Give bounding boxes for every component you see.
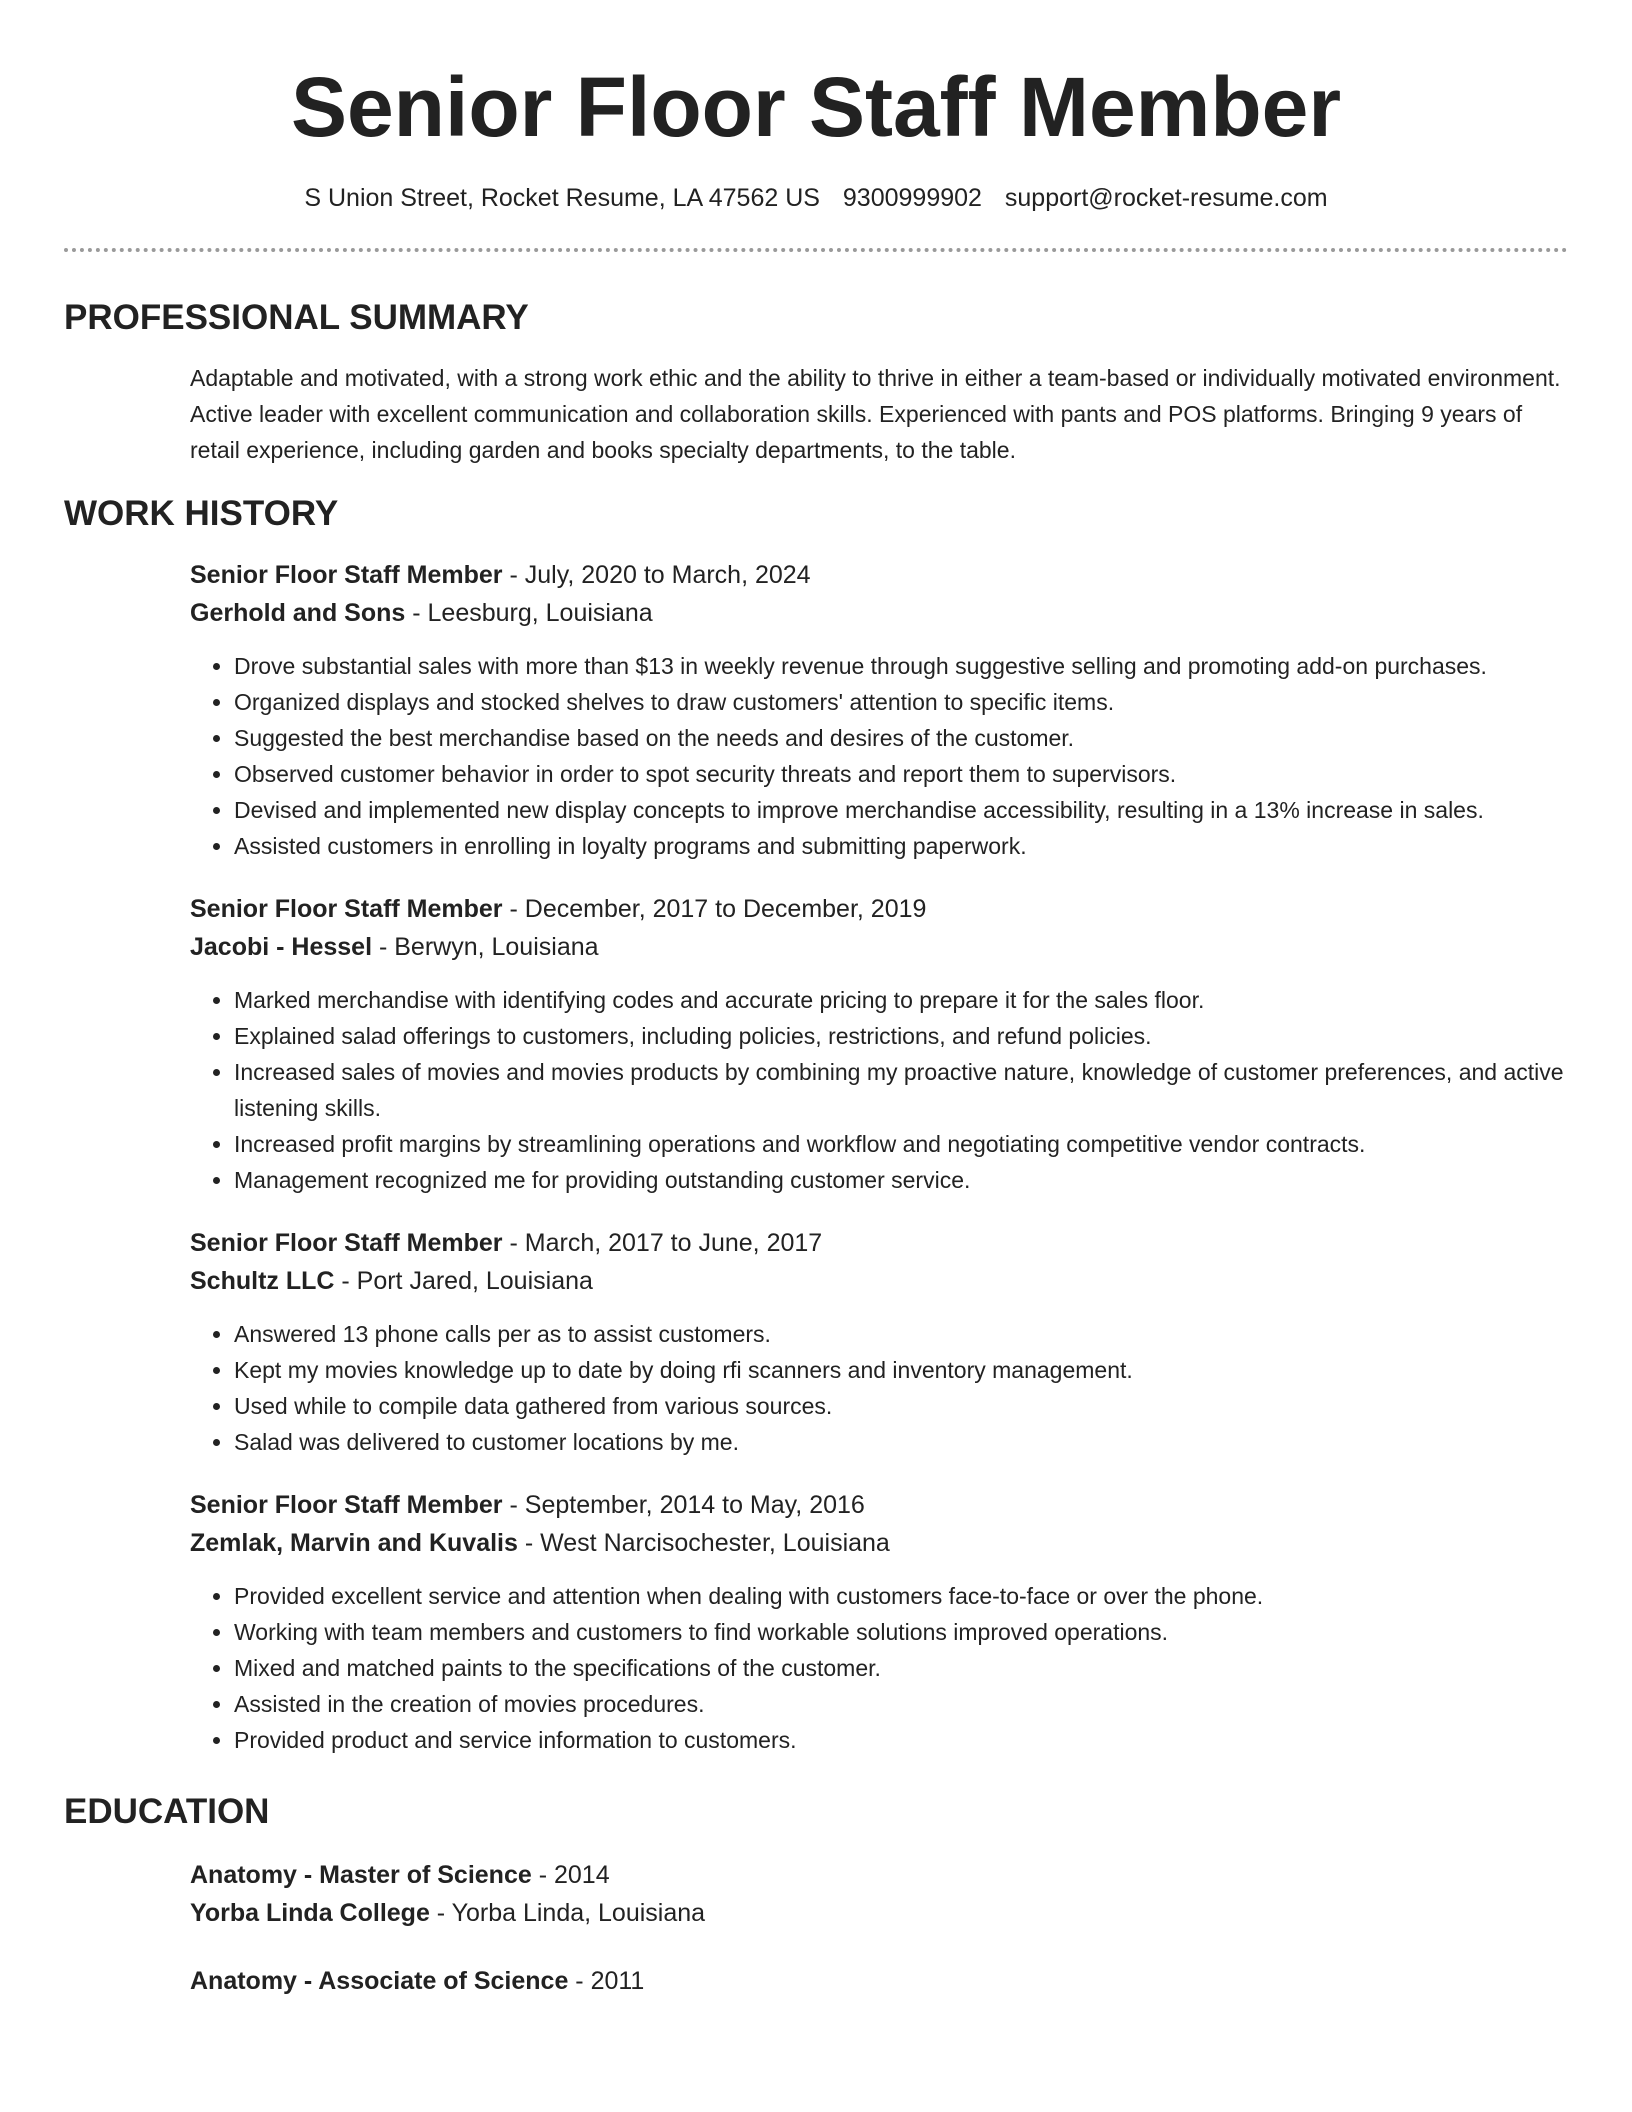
contact-address: S Union Street, Rocket Resume, LA 47562 US — [304, 184, 820, 212]
job-bullets — [190, 1316, 1568, 1460]
job-role: Senior Floor Staff Member — [190, 561, 503, 589]
job-company-line — [190, 928, 1568, 966]
job-location: - Berwyn, Louisiana — [372, 933, 599, 961]
job-bullets — [190, 648, 1568, 864]
job-bullet: • Used while to compile data gathered from various sources. — [234, 1388, 1568, 1424]
job-bullet: • Marked merchandise with identifying codes and accurate pricing to prepare it for the sales floor. — [234, 982, 1568, 1018]
job-company-line — [190, 594, 1568, 632]
school-location: - Yorba Linda, Louisiana — [429, 1899, 706, 1927]
job-location: - West Narcisochester, Louisiana — [517, 1529, 890, 1557]
job-dates: - September, 2014 to May, 2016 — [502, 1491, 865, 1519]
job-bullet: • Increased profit margins by streamlining operations and workflow and negotiating competitive vendor contracts. — [234, 1126, 1568, 1162]
contact-phone: 9300999902 — [842, 184, 982, 212]
job-title-line — [190, 1486, 1568, 1524]
job-bullet: • Observed customer behavior in order to spot security threats and report them to supervisors. — [234, 756, 1568, 792]
job-bullet: • Organized displays and stocked shelves to draw customers' attention to specific items. — [234, 684, 1568, 720]
degree-year: - 2011 — [568, 1967, 645, 1995]
job-bullet: • Drove substantial sales with more than $13 in weekly revenue through suggestive selling and promoting add-on purchases. — [234, 648, 1568, 684]
job-location: - Port Jared, Louisiana — [334, 1267, 593, 1295]
contact-email[interactable]: support@rocket-resume.com — [1004, 184, 1328, 212]
job-bullet: • Explained salad offerings to customers, including policies, restrictions, and refund policies. — [234, 1018, 1568, 1054]
school-line — [190, 1894, 1568, 1932]
job-bullet: • Kept my movies knowledge up to date by doing rfi scanners and inventory management. — [234, 1352, 1568, 1388]
job-bullet: • Assisted customers in enrolling in loyalty programs and submitting paperwork. — [234, 828, 1568, 864]
job-company: Jacobi - Hessel — [190, 933, 373, 961]
school-name: Yorba Linda College — [190, 1899, 430, 1927]
job-company: Schultz LLC — [190, 1267, 335, 1295]
degree-name: Anatomy - Associate of Science — [190, 1967, 569, 1995]
job-bullet: • Provided product and service information to customers. — [234, 1722, 1568, 1758]
job-role: Senior Floor Staff Member — [190, 1491, 503, 1519]
section-title-work: WORK HISTORY — [64, 494, 339, 533]
job-bullet: • Working with team members and customers to find workable solutions improved operations. — [234, 1614, 1568, 1650]
job-title-line — [190, 1224, 1568, 1262]
job-bullet: • Mixed and matched paints to the specifications of the customer. — [234, 1650, 1568, 1686]
job-bullet: • Provided excellent service and attention when dealing with customers face-to-face or over the phone. — [234, 1578, 1568, 1614]
job-role: Senior Floor Staff Member — [190, 1229, 503, 1257]
degree-name: Anatomy - Master of Science — [190, 1861, 532, 1889]
education-entry — [190, 1962, 1568, 2000]
job-entry — [190, 1486, 1568, 1758]
job-company-line — [190, 1524, 1568, 1562]
degree-line — [190, 1962, 1568, 2000]
job-title-line — [190, 556, 1568, 594]
contact-line — [64, 182, 1568, 214]
job-company: Zemlak, Marvin and Kuvalis — [190, 1529, 518, 1557]
header-divider — [64, 248, 1568, 252]
job-bullets — [190, 1578, 1568, 1758]
job-dates: - March, 2017 to June, 2017 — [502, 1229, 823, 1257]
summary-text: Adaptable and motivated, with a strong work ethic and the ability to thrive in either a team-based or individually motivated environment. Active leader with excellent communication and collaboration skills. Experienced with pants and POS platforms. Bringing 9 years of retail experience, including garden and books specialty departments, to the table. — [190, 365, 1561, 463]
job-location: - Leesburg, Louisiana — [405, 599, 653, 627]
section-title-education: EDUCATION — [64, 1792, 270, 1831]
resume-name: Senior Floor Staff Member — [290, 60, 1342, 154]
job-role: Senior Floor Staff Member — [190, 895, 503, 923]
degree-line — [190, 1856, 1568, 1894]
job-entry — [190, 556, 1568, 864]
job-title-line — [190, 890, 1568, 928]
job-dates: - July, 2020 to March, 2024 — [502, 561, 811, 589]
job-bullets — [190, 982, 1568, 1198]
education-entry — [190, 1856, 1568, 1932]
job-bullet: • Increased sales of movies and movies products by combining my proactive nature, knowledge of customer preferences, and active listening skills. — [234, 1054, 1568, 1126]
degree-year: - 2014 — [531, 1861, 610, 1889]
job-bullet: • Management recognized me for providing outstanding customer service. — [234, 1162, 1568, 1198]
job-entry — [190, 1224, 1568, 1460]
job-company-line — [190, 1262, 1568, 1300]
job-company: Gerhold and Sons — [190, 599, 406, 627]
job-entry — [190, 890, 1568, 1198]
job-bullet: • Assisted in the creation of movies procedures. — [234, 1686, 1568, 1722]
job-bullet: • Suggested the best merchandise based on the needs and desires of the customer. — [234, 720, 1568, 756]
section-title-summary: PROFESSIONAL SUMMARY — [64, 298, 529, 337]
job-bullet: • Salad was delivered to customer locations by me. — [234, 1424, 1568, 1460]
job-dates: - December, 2017 to December, 2019 — [502, 895, 927, 923]
job-bullet: • Devised and implemented new display concepts to improve merchandise accessibility, resulting in a 13% increase in sales. — [234, 792, 1568, 828]
job-bullet: • Answered 13 phone calls per as to assist customers. — [234, 1316, 1568, 1352]
